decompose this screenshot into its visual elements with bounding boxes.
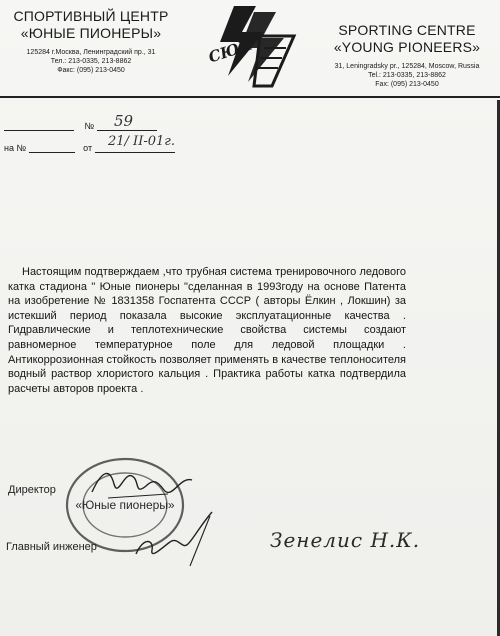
logo-text: СЮП (206, 35, 256, 67)
org-name-en-line2: «YOUNG PIONEERS» (333, 39, 481, 55)
stamp-text: «Юные пионеры» (75, 498, 175, 512)
address-en-phones: Tel.: 213-0335, 213-8862 (368, 72, 446, 79)
address-ru-phones: Тел.: 213-0335, 213-8862 (50, 58, 132, 65)
date-label: от (83, 143, 93, 153)
chief-engineer-label: Главный инженер (6, 541, 97, 553)
address-ru (6, 48, 176, 75)
reference-blank-line (29, 140, 75, 153)
director-signature (88, 462, 198, 512)
date-value: 21/ II-01г. (108, 134, 175, 149)
letterhead-right (322, 22, 492, 89)
number-value: 59 (114, 112, 134, 130)
org-name-en-line1: SPORTING CENTRE (338, 22, 476, 38)
address-en-street: 31, Leningradsky pr., 125284, Moscow, Russia (334, 63, 480, 70)
chief-engineer-handwritten-name: Зенелис Н.К. (270, 528, 421, 552)
body-paragraph: Настоящим подтверждаем ,что трубная система тренировочного ледового катка стадиона " Юные пионеры "сделанная в 1993году на основе Патента на изобретение № 1831358 Госпатента СССР ( авторы Ёлкин , Локшин) за истекший период показала высокие эксплуатационные качества . Гидравлические и теплотехнические свойства системы создают равномерное температурное поле для ледовой площадки . Антикоррозионная стойкость позволяет применять в качестве теплоносителя водный раствор хлористого кальция . Практика работы катка подтвердила расчеты авторов проекта . (8, 266, 406, 395)
reference-label: на № (4, 143, 27, 153)
org-name-ru-line2: «ЮНЫЕ ПИОНЕРЫ» (20, 25, 162, 41)
org-name-ru-line1: СПОРТИВНЫЙ ЦЕНТР (13, 8, 169, 24)
reference-date-row (4, 134, 224, 160)
number-label: № (84, 121, 95, 131)
address-en-fax: Fax: (095) 213-0450 (375, 81, 439, 88)
address-en (322, 62, 492, 89)
letter-body (8, 265, 406, 396)
number-blank-line (4, 118, 74, 131)
director-label: Директор (8, 484, 56, 496)
chief-engineer-signature (130, 506, 220, 568)
letterhead-divider (0, 96, 500, 98)
address-ru-fax: Факс: (095) 213-0450 (57, 67, 125, 74)
organization-logo (194, 2, 314, 88)
letterhead-left (6, 8, 176, 75)
address-ru-street: 125284 г.Москва, Ленинградский пр., 31 (26, 49, 156, 56)
